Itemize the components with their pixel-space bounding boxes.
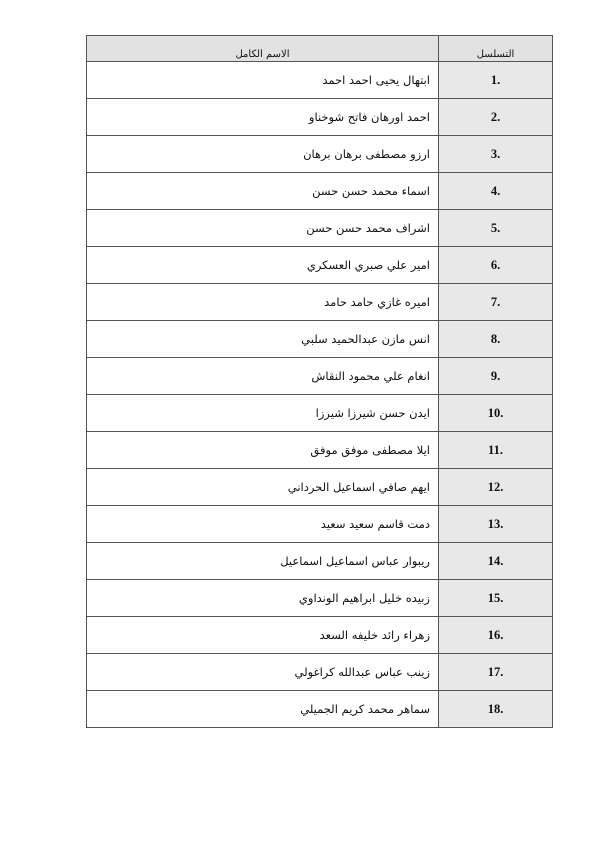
table-row — [87, 580, 553, 617]
serial-number: 17. — [487, 664, 504, 679]
name-cell: سماهر محمد كريم الجميلي — [87, 691, 439, 728]
serial-number: 6. — [490, 257, 501, 272]
name-cell: انغام علي محمود النقاش — [87, 358, 439, 395]
table-row — [87, 654, 553, 691]
table-row — [87, 247, 553, 284]
name-cell: احمد اورهان فاتح شوخناو — [87, 99, 439, 136]
table-row — [87, 136, 553, 173]
table-row — [87, 432, 553, 469]
header-full-name: الاسم الكامل — [87, 36, 439, 62]
serial-cell — [439, 358, 553, 395]
name-cell: زبيده خليل ابراهيم الونداوي — [87, 580, 439, 617]
serial-cell — [439, 432, 553, 469]
serial-cell — [439, 173, 553, 210]
name-cell: ايهم صافي اسماعيل الحرداني — [87, 469, 439, 506]
table-row — [87, 173, 553, 210]
name-cell: اشراف محمد حسن حسن — [87, 210, 439, 247]
name-cell: اميره غازي حامد حامد — [87, 284, 439, 321]
table-body — [87, 62, 553, 728]
table-row — [87, 543, 553, 580]
table-row — [87, 99, 553, 136]
serial-number: 12. — [487, 479, 504, 494]
serial-cell — [439, 654, 553, 691]
name-cell: زينب عباس عبدالله كراغولي — [87, 654, 439, 691]
serial-number: 18. — [487, 701, 504, 716]
serial-number: 7. — [490, 294, 501, 309]
name-cell: ارزو مصطفى برهان برهان — [87, 136, 439, 173]
name-cell: امير علي صبري العسكري — [87, 247, 439, 284]
names-table — [86, 35, 553, 728]
name-cell: دمت قاسم سعيد سعيد — [87, 506, 439, 543]
serial-cell — [439, 469, 553, 506]
name-cell: ريبوار عباس اسماعيل اسماعيل — [87, 543, 439, 580]
serial-number: 8. — [490, 331, 501, 346]
serial-cell — [439, 506, 553, 543]
serial-cell — [439, 136, 553, 173]
serial-cell — [439, 580, 553, 617]
serial-number: 13. — [487, 516, 504, 531]
serial-number: 3. — [490, 146, 501, 161]
name-cell: ايلا مصطفى موفق موفق — [87, 432, 439, 469]
serial-number: 5. — [490, 220, 501, 235]
serial-cell — [439, 62, 553, 99]
name-cell: اسماء محمد حسن حسن — [87, 173, 439, 210]
table-header — [87, 36, 553, 62]
name-cell: ابتهال يحيى احمد احمد — [87, 62, 439, 99]
table-row — [87, 395, 553, 432]
serial-number: 9. — [490, 368, 501, 383]
name-cell: ايدن حسن شيرزا شيرزا — [87, 395, 439, 432]
serial-number: 2. — [490, 109, 501, 124]
serial-number: 10. — [487, 405, 504, 420]
serial-number: 11. — [488, 442, 503, 457]
header-serial: التسلسل — [439, 36, 553, 62]
serial-cell — [439, 617, 553, 654]
table-row — [87, 469, 553, 506]
serial-cell — [439, 395, 553, 432]
table-row — [87, 617, 553, 654]
serial-number: 16. — [487, 627, 504, 642]
table-row — [87, 691, 553, 728]
serial-cell — [439, 543, 553, 580]
name-cell: زهراء رائد خليفه السعد — [87, 617, 439, 654]
serial-cell — [439, 321, 553, 358]
serial-number: 4. — [490, 183, 501, 198]
table-row — [87, 506, 553, 543]
serial-number: 1. — [490, 72, 501, 87]
name-cell: انس مازن عبدالحميد سلبي — [87, 321, 439, 358]
table-row — [87, 210, 553, 247]
header-row — [87, 36, 553, 62]
serial-cell — [439, 691, 553, 728]
serial-number: 15. — [487, 590, 504, 605]
serial-number: 14. — [487, 553, 504, 568]
table-row — [87, 321, 553, 358]
serial-cell — [439, 210, 553, 247]
serial-cell — [439, 99, 553, 136]
serial-cell — [439, 284, 553, 321]
table-row — [87, 62, 553, 99]
serial-cell — [439, 247, 553, 284]
table-row — [87, 284, 553, 321]
table-row — [87, 358, 553, 395]
